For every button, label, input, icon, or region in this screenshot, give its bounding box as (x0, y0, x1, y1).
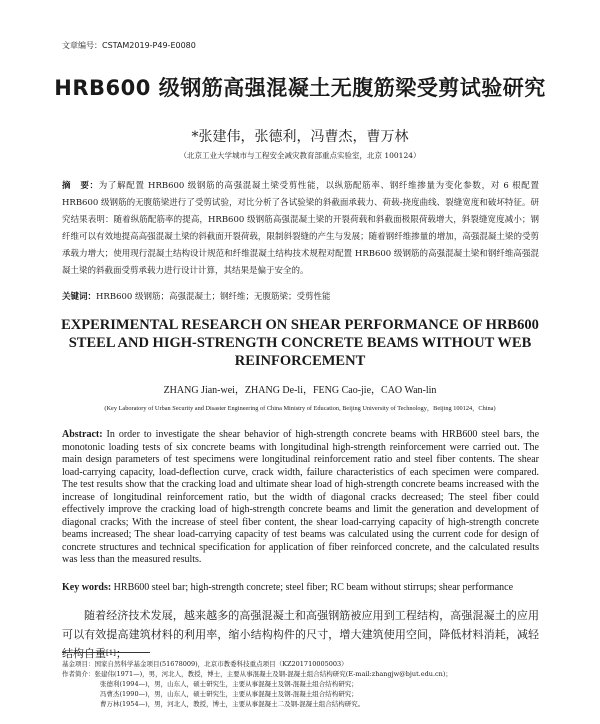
citation-ref: [1] (106, 649, 116, 657)
english-keywords-label: Key words: (62, 582, 112, 593)
chinese-keywords-text: HRB600 级钢筋；高强混凝土；钢纤维；无腹筋梁；受剪性能 (96, 292, 331, 302)
english-title: EXPERIMENTAL RESEARCH ON SHEAR PERFORMANCE OF HRB600 STEEL AND HIGH-STRENGTH CONCRETE BEAMS WITHOUT WEB REINFORCEMENT (61, 317, 539, 369)
english-authors: ZHANG Jian-wei，ZHANG De-li，FENG Cao-jie，CAO Wan-lin (163, 385, 437, 396)
footnote-author-4: 曹万林(1954—)，男，河北人，教授，博士，主要从事混凝土二及钢-混凝土组合结构研究。 (100, 700, 365, 708)
footnote-author-1: 作者简介：张建伟(1971—)，男，河北人，教授，博士，主要从事混凝土及钢-混凝土组合结构研究(E-mail:zhangjw@bjut.edu.cn)； (62, 670, 452, 678)
footnote-divider (62, 652, 150, 653)
chinese-keywords-label: 关键词： (62, 292, 97, 302)
article-number: 文章编号：CSTAM2019-P49-E0080 (62, 41, 196, 50)
intro-paragraph (62, 606, 539, 663)
footnote-author-2: 张德利(1994—)，男，山东人，硕士研究生，主要从事混凝土及钢-混凝土组合结构研究； (100, 680, 358, 688)
english-abstract-label: Abstract: (62, 429, 103, 440)
intro-text: 随着经济技术发展，越来越多的高强混凝土和高强钢筋被应用到工程结构，高强混凝土的应用可以有效提高建筑材料的利用率，缩小结构构件的尺寸，增大建筑使用空间，降低材料消耗，减轻结构自重 (62, 609, 539, 660)
footnotes (62, 659, 532, 709)
footnote-funding: 基金项目：国家自然科学基金项目(51678009)，北京市教委科技重点项目（KZ201710005003） (62, 660, 348, 668)
chinese-abstract-text: 为了解配置 HRB600 级钢筋的高强混凝土梁受剪性能，以纵筋配筋率、钢纤维掺量为变化参数，对 6 根配置 HRB600 级钢筋的无腹筋梁进行了受剪试验，对比分析了各试验梁的斜截面承载力、荷载-挠度曲线、裂缝宽度和破坏特征。研究结果表明：随着纵筋配筋率的提高，HRB600 级钢筋高强混凝土梁的开裂荷载和斜截面极限荷载增大，斜裂缝宽度减小；钢纤维可以有效地提高高强混凝土梁的斜截面开裂荷载，限制斜裂缝的产生与发展；随着钢纤维掺量的增加，高强混凝土梁的受剪承载力增大；使用现行混凝土结构设计规范和纤维混凝土结构技术规程对配置 HRB600 级钢筋的高强混凝土梁和钢纤维高强混凝土梁的斜截面受剪承载力进行设计计算，其结果是偏于安全的。 (62, 181, 539, 276)
chinese-affiliation: （北京工业大学城市与工程安全减灾教育部重点实验室，北京 100124） (179, 151, 421, 160)
chinese-authors: *张建伟，张德利，冯曹杰，曹万林 (191, 129, 409, 145)
english-abstract-text: In order to investigate the shear behavior of high-strength concrete beams with HRB600 steel bars, the monotonic loading tests of six concrete beams with longitudinal high-strength reinforcement were carried out. The main design parameters of test specimens were longitudinal reinforcement ratio and steel fiber contents. The shear load-carrying capacity, load-deflection curve, crack width, failure characteristics of each specimen were compared. The test results show that the cracking load and ultimate shear load of high-strength concrete beams increased with the increase of longitudinal reinforcement ratio, but the width of diagonal cracks decreased; The steel fiber could effectively improve the cracking load of high-strength concrete beams and limit the generation and development of diagonal cracks; With the increase of steel fiber content, the shear load-carrying capacity of high-strength concrete beams increased; The shear load-carrying capacity of test beams was calculated using the current code for design of concrete structures and technical specification for application of fiber reinforced concrete, and the calculated results was less than the measured results. (62, 429, 540, 565)
footnote-author-3: 冯曹杰(1990—)，男，山东人，硕士研究生，主要从事混凝土及钢-混凝土组合结构研究； (100, 690, 358, 698)
chinese-abstract-label: 摘 要： (62, 181, 99, 191)
english-keywords-text: HRB600 steel bar; high-strength concrete; steel fiber; RC beam without stirrups; shear performance (113, 582, 514, 593)
english-keywords (62, 582, 539, 593)
english-abstract (62, 429, 539, 567)
chinese-keywords (62, 290, 539, 302)
chinese-abstract (62, 178, 539, 280)
intro-tail: ； (115, 647, 127, 660)
chinese-title: HRB600 级钢筋高强混凝土无腹筋梁受剪试验研究 (54, 76, 546, 100)
english-affiliation: (Key Laboratory of Urban Security and Disaster Engineering of China Ministry of Education, Beijing University of Technology，Beijing 100124，China) (104, 405, 496, 412)
